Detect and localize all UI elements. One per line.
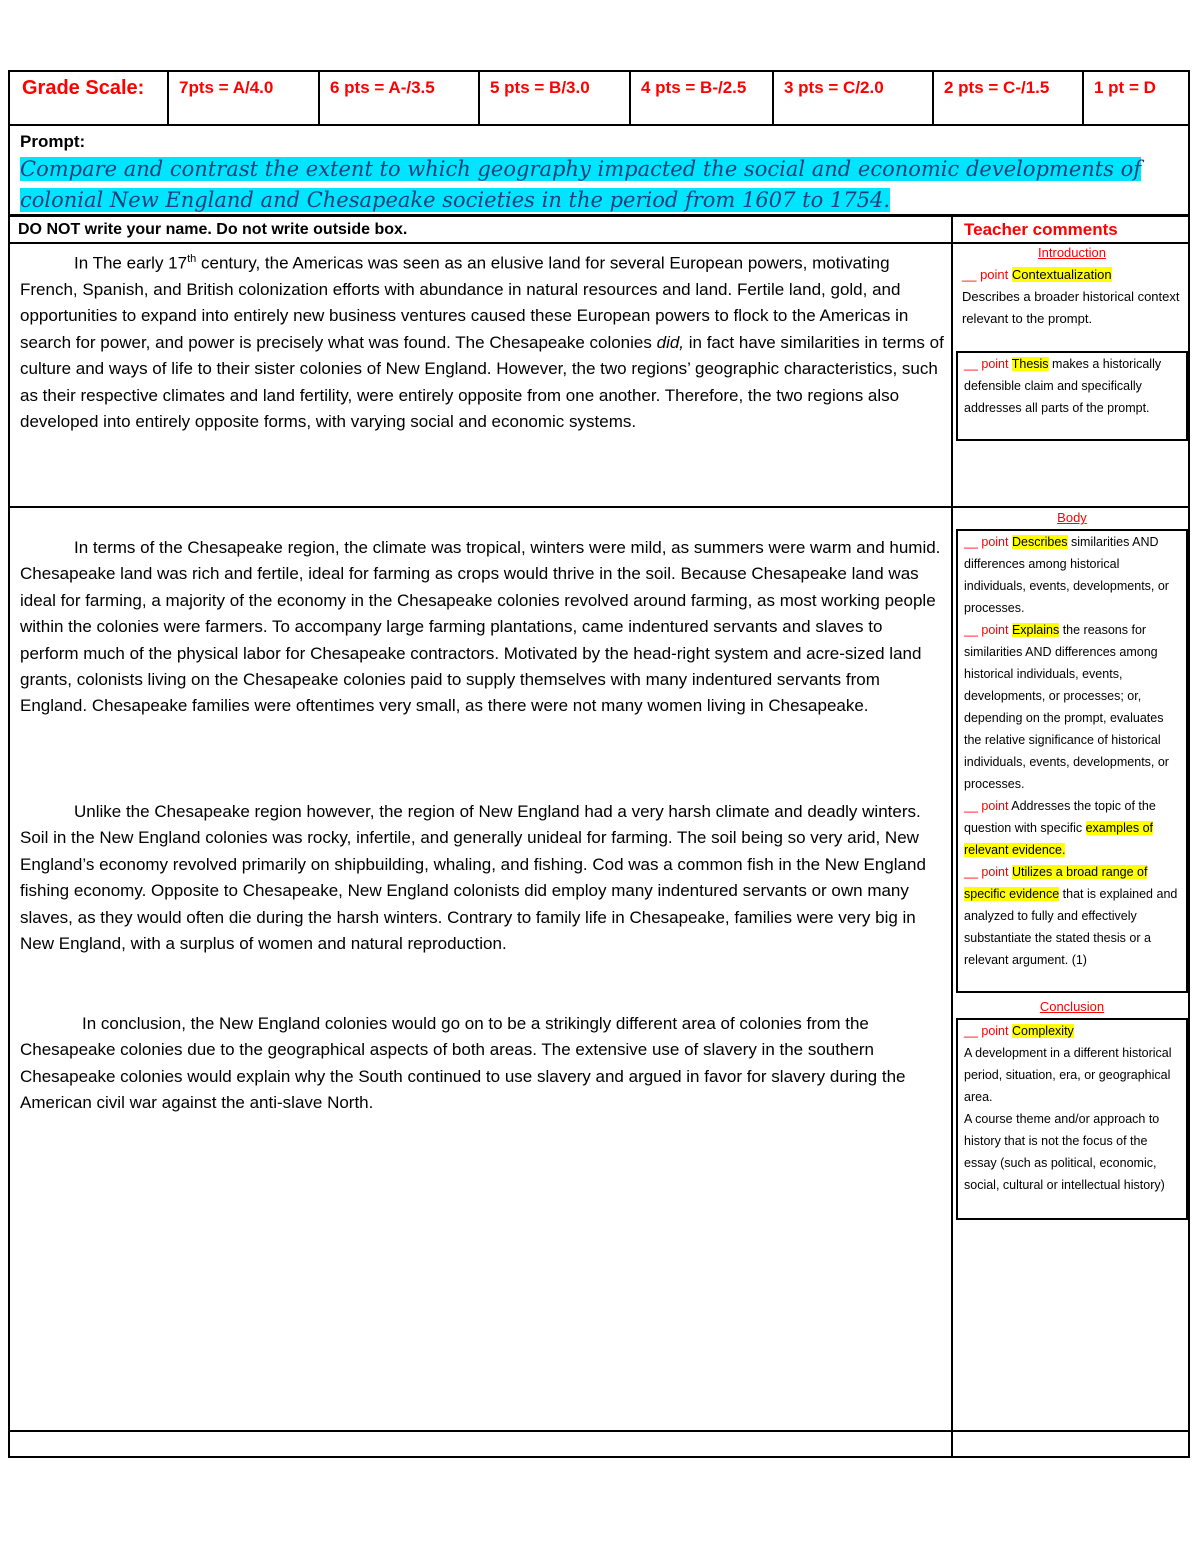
essay-body-paragraph-2[interactable] <box>20 799 945 957</box>
intro-divider <box>8 506 1190 508</box>
rubric-introduction-title: Introduction <box>1038 245 1106 260</box>
rubric-conclusion-title: Conclusion <box>1039 999 1105 1014</box>
grade-cell: 7pts = A/4.0 <box>168 71 319 125</box>
grade-cell: 1 pt = D <box>1083 71 1189 125</box>
essay-body-paragraph-1[interactable] <box>20 535 945 720</box>
point-blank: __ point <box>964 1024 1009 1038</box>
utilizes-tag: Utilizes a broad range of specific evidence <box>964 865 1148 901</box>
grade-cell: 3 pts = C/2.0 <box>773 71 933 125</box>
intro-sup: th <box>187 253 197 265</box>
instruction-text: DO NOT write your name. Do not write outside box. <box>18 221 408 238</box>
rubric-thesis[interactable] <box>956 351 1188 441</box>
addresses-tag: examples of relevant evidence. <box>964 821 1153 857</box>
point-blank: __ point <box>964 623 1009 637</box>
rubric-body-title: Body <box>1057 510 1087 525</box>
contextualization-desc: Describes a broader historical context relevant to the prompt. <box>962 289 1180 326</box>
prompt-text <box>20 154 1170 216</box>
footer-divider <box>8 1430 1190 1432</box>
header-divider <box>8 242 1190 244</box>
rubric-contextualization[interactable] <box>956 264 1188 352</box>
utilizes-desc: that is explained and analyzed to fully and effectively substantiate the stated thesis or a relevant argument. (1) <box>964 887 1178 967</box>
grade-cell: 4 pts = B-/2.5 <box>630 71 773 125</box>
grade-cell: 5 pts = B/3.0 <box>479 71 630 125</box>
grade-scale-label: Grade Scale: <box>9 71 168 125</box>
essay-conclusion[interactable] <box>20 1011 945 1117</box>
point-blank: __ point <box>964 865 1009 879</box>
column-divider <box>951 215 953 1458</box>
complexity-desc-1: A development in a different historical period, situation, era, or geographical area. <box>964 1046 1172 1104</box>
prompt-box <box>8 124 1190 216</box>
contextualization-tag: Contextualization <box>1011 267 1112 282</box>
body1-text: In terms of the Chesapeake region, the climate was tropical, winters were mild, as summers were warm and humid. Chesapeake land was rich and fertile, ideal for farming as crops would thrive in the soil. Because Chesapeake land was ideal for farming, a majority of the economy in the Chesapeake colonies revolved around farming, as most working people within the colonies were farmers. To accompany large farming plantations, came indentured servants and slaves to perform much of the physical labor for Chesapeake contractors. Motivated by the head-right system and acre-sized land grants, colonists living on the Chesapeake colonies paid to supply themselves with many indentured servants from England. Chesapeake families were oftentimes very small, as there were not many women living in Chesapeake. <box>20 538 941 716</box>
describes-desc: similarities AND differences among historical individuals, events, developments, or processes. <box>964 535 1169 615</box>
intro-text-a: In The early 17 <box>74 253 188 273</box>
complexity-tag: Complexity <box>1011 1024 1074 1038</box>
conclusion-text: In conclusion, the New England colonies would go on to be a strikingly different area of colonies from the Chesapeake colonies due to the geographical aspects of both areas. The extensive use of slavery in the southern Chesapeake colonies would explain why the South continued to use slavery and argued in favor for slavery during the American civil war against the anti-slave North. <box>20 1014 906 1113</box>
thesis-tag: Thesis <box>1011 357 1049 371</box>
point-blank: __ point <box>964 799 1009 813</box>
intro-text-b: century, the Americas was seen as an elusive land for several European powers, motivating French, Spanish, and British colonization efforts with abundance in natural resources and land. Fertile land, gold, and opportunities to expand into entirely new business ventures caused these European powers to flock to the Americas in search for power, and power is precisely what was found. The Chesapeake colonies <box>20 253 909 352</box>
addresses-desc: Addresses the topic of the question with specific <box>964 799 1156 835</box>
explains-desc: the reasons for similarities AND differences among historical individuals, events, developments, or processes; or, depending on the prompt, evaluates the relative significance of historical individuals, events, developments, or processes. <box>964 623 1169 791</box>
rubric-conclusion-box[interactable] <box>956 1018 1188 1220</box>
intro-emphasis: did, <box>656 332 685 352</box>
point-blank: __ point <box>964 535 1009 549</box>
describes-tag: Describes <box>1011 535 1068 549</box>
grade-cell: 2 pts = C-/1.5 <box>933 71 1083 125</box>
prompt-label: Prompt: <box>20 132 86 151</box>
intro-text-c: in fact have similarities in terms of culture and ways of life to their sister colonies of New England. However, the two regions’ geographic characteristics, such as their respective climates and land fertility, were entirely opposite from one another. Therefore, the two regions also developed into entirely opposite forms, with varying social and economic systems. <box>20 332 944 432</box>
explains-tag: Explains <box>1011 623 1060 637</box>
prompt-text-content: Compare and contrast the extent to which geography impacted the social and economic developments of colonial New England and Chesapeake societies in the period from 1607 to 1754. <box>20 157 1142 212</box>
grade-scale-table <box>8 70 1190 126</box>
point-blank: __ point <box>962 267 1009 282</box>
thesis-desc: makes a historically defensible claim and specifically addresses all parts of the prompt. <box>964 357 1162 415</box>
rubric-body-box[interactable] <box>956 529 1188 993</box>
complexity-desc-2: A course theme and/or approach to history that is not the focus of the essay (such as political, economic, social, cultural or intellectual history) <box>964 1112 1165 1192</box>
point-blank: __ point <box>964 357 1009 371</box>
essay-introduction[interactable] <box>20 246 945 436</box>
body2-text: Unlike the Chesapeake region however, the region of New England had a very harsh climate and deadly winters. Soil in the New England colonies was rocky, infertile, and generally unideal for farming. The soil being so very arid, New England’s economy revolved primarily on shipbuilding, whaling, and fishing. Cod was a common fish in the New England fishing economy. Opposite to Chesapeake, New England colonists did employ many indentured servants or own many slaves, as they would often die during the harsh winters. Contrary to family life in Chesapeake, families were very big in New England, with a surplus of women and natural reproduction. <box>20 802 926 954</box>
grade-cell: 6 pts = A-/3.5 <box>319 71 479 125</box>
teacher-comments-header: Teacher comments <box>964 220 1118 239</box>
